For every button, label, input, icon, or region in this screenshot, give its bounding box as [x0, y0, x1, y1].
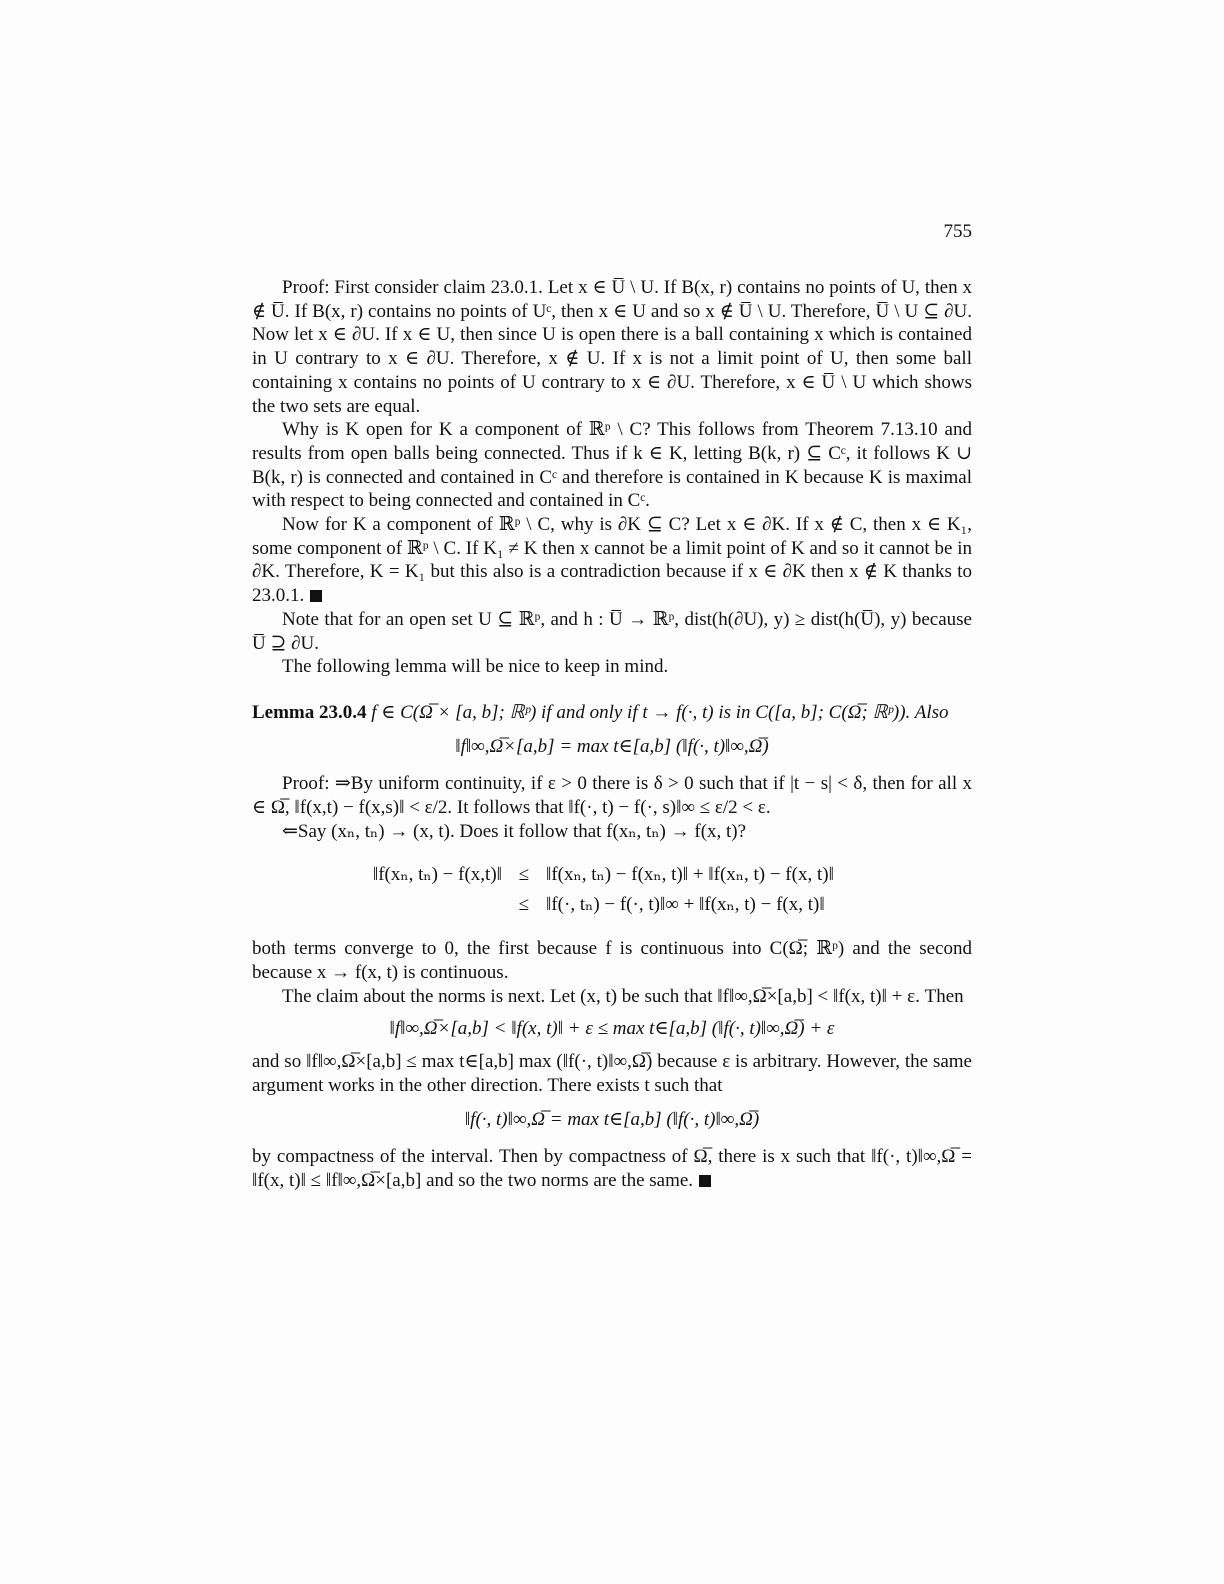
paragraph-claim-norms: The claim about the norms is next. Let (x, t) be such that ‖f‖∞,Ω̅×[a,b] < ‖f(x, t)‖ + ε. Then: [282, 985, 964, 1007]
lemma-proof-forward: Proof: ⇒By uniform continuity, if ε > 0 there is δ > 0 such that if |t − s| < δ, then for all x ∈ Ω̅, ‖f(x,t) − f(x,s)‖ < ε/2. It follows that ‖f(·, t) − f(·, s)‖∞ ≤ ε/2 < ε.: [252, 773, 972, 819]
paragraph-compactness: [252, 1145, 972, 1192]
lemma-proof-backward: ⇐Say (xₙ, tₙ) → (x, t). Does it follow that f(xₙ, tₙ) → f(x, t)?: [282, 820, 747, 842]
inequality-rhs-2: ‖f(·, tₙ) − f(·, t)‖∞ + ‖f(xₙ, t) − f(x, t)‖: [546, 893, 825, 915]
paragraph-compactness-text: by compactness of the interval. Then by compactness of Ω̅, there is x such that ‖f(·, t)‖∞,Ω̅ = ‖f(x, t)‖ ≤ ‖f‖∞,Ω̅×[a,b] and so the two norms are the same.: [252, 1146, 972, 1192]
lemma-heading: Lemma 23.0.4: [252, 701, 367, 723]
equation-norm-bound: ‖f‖∞,Ω̅×[a,b] < ‖f(x, t)‖ + ε ≤ max t∈[a,b] (‖f(·, t)‖∞,Ω̅) + ε: [389, 1017, 835, 1039]
inequality-chain: [342, 859, 902, 919]
paragraph-why-k-open: Why is K open for K a component of ℝᵖ \ C? This follows from Theorem 7.13.10 and results from open balls being connected. Thus if k ∈ K, letting B(k, r) ⊆ Cᶜ, it follows K ∪ B(k, r) is connected and contained in Cᶜ and therefore is contained in K because K is maximal with respect to being connected and contained in Cᶜ.: [252, 419, 972, 512]
inequality-op-2: ≤: [518, 893, 530, 915]
paragraph-note: Note that for an open set U ⊆ ℝᵖ, and h : U̅ → ℝᵖ, dist(h(∂U), y) ≥ dist(h(U̅), y) because U̅ ⊇ ∂U.: [252, 608, 972, 654]
inequality-row-1: [342, 859, 902, 889]
qed-square-icon: [310, 590, 322, 602]
inequality-op-1: ≤: [518, 863, 530, 885]
paragraph-and-so: and so ‖f‖∞,Ω̅×[a,b] ≤ max t∈[a,b] max (‖f(·, t)‖∞,Ω̅) because ε is arbitrary. However, the same argument works in the other direction. There exists t such that: [252, 1051, 972, 1096]
inequality-rhs-1: ‖f(xₙ, tₙ) − f(xₙ, t)‖ + ‖f(xₙ, t) − f(x, t)‖: [546, 863, 834, 885]
page-number: 755: [943, 221, 972, 242]
equation-norm-max: ‖f‖∞,Ω̅×[a,b] = max t∈[a,b] (‖f(·, t)‖∞,Ω̅): [455, 735, 769, 757]
page-body: [252, 276, 972, 1193]
inequality-row-2: [342, 889, 902, 919]
lemma-statement: [252, 701, 972, 725]
qed-square-icon-2: [699, 1175, 711, 1187]
paragraph-boundary: [252, 513, 972, 608]
paragraph-both-terms: both terms converge to 0, the first because f is continuous into C(Ω̅; ℝᵖ) and the second because x → f(x, t) is continuous.: [252, 938, 972, 984]
inequality-lhs: ‖f(xₙ, tₙ) − f(x,t)‖: [372, 863, 502, 885]
proof-paragraph-1: Proof: First consider claim 23.0.1. Let x ∈ U̅ \ U. If B(x, r) contains no points of U, then x ∉ U̅. If B(x, r) contains no points of Uᶜ, then x ∈ U and so x ∉ U̅ \ U. Therefore, U̅ \ U ⊆ ∂U. Now let x ∈ ∂U. If x ∈ U, then since U is open there is a ball containing x which is contained in U contrary to x ∈ ∂U. Therefore, x ∉ U. If x is not a limit point of U, then some ball containing x contains no points of U contrary to x ∈ ∂U. Therefore, x ∈ U̅ \ U which shows the two sets are equal.: [252, 277, 972, 417]
lemma-text: f ∈ C(Ω̅ × [a, b]; ℝᵖ) if and only if t → f(·, t) is in C([a, b]; C(Ω̅; ℝᵖ)). Also: [371, 701, 949, 723]
paragraph-lemma-intro: The following lemma will be nice to keep in mind.: [282, 656, 669, 678]
paragraph-boundary-text: Now for K a component of ℝᵖ \ C, why is ∂K ⊆ C? Let x ∈ ∂K. If x ∉ C, then x ∈ K₁, some component of ℝᵖ \ C. If K₁ ≠ K then x cannot be a limit point of K and so it cannot be in ∂K. Therefore, K = K₁ but this also is a contradiction because if x ∈ ∂K then x ∉ K thanks to 23.0.1.: [252, 514, 972, 607]
equation-exists-t: ‖f(·, t)‖∞,Ω̅ = max t∈[a,b] (‖f(·, t)‖∞,Ω̅): [464, 1108, 760, 1130]
